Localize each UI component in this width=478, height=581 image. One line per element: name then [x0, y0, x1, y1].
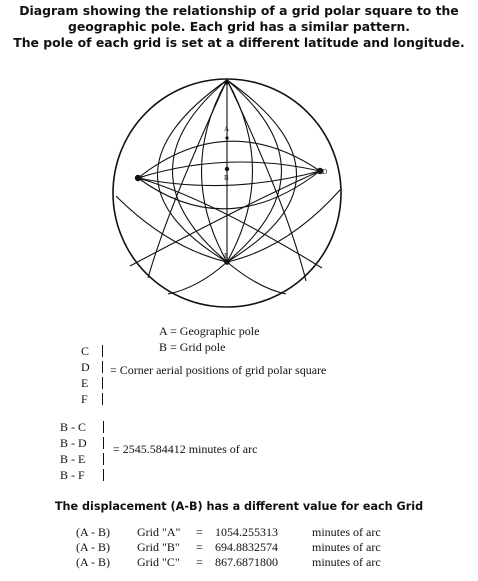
point-b: [225, 167, 229, 171]
grid-label: Grid "B": [137, 540, 180, 554]
distance-definition: = 2545.584412 minutes of arc: [113, 442, 258, 456]
point-e: [224, 259, 230, 265]
legend-b-definition: B = Grid pole: [159, 340, 226, 354]
latitude-arc-lower: [138, 171, 320, 209]
label-a: A: [224, 125, 230, 133]
displacement-row: [0, 541, 478, 555]
bracket-bar: [102, 345, 103, 357]
bracket-bar: [102, 361, 103, 373]
diagram-title-line-3: The pole of each grid is set at a different latitude and longitude.: [13, 35, 465, 50]
bracket-bar: [103, 437, 104, 449]
legend-a-definition: A = Geographic pole: [159, 324, 260, 338]
meridian-outer-right: [227, 80, 282, 262]
unit-label: minutes of arc: [312, 525, 381, 539]
label-b: B: [224, 174, 229, 182]
pair-label: (A - B): [76, 525, 110, 539]
displacement-heading: The displacement (A-B) has a different value for each Grid: [54, 500, 424, 513]
pair-label: (A - B): [76, 555, 110, 569]
displacement-value: 694.8832574: [215, 540, 278, 554]
bracket-bar: [102, 393, 103, 405]
corner-letter-c: C: [81, 344, 90, 358]
grid-label: Grid "C": [137, 555, 180, 569]
bracket-bar: [103, 469, 104, 481]
meridian-far-right: [227, 80, 297, 262]
diagram-title-line-2: geographic pole. Each grid has a similar pattern.: [68, 19, 410, 34]
displacement-value: 867.6871800: [215, 555, 278, 569]
bracket-bar: [102, 377, 103, 389]
displacement-value: 1054.255313: [215, 525, 278, 539]
grid-label: Grid "A": [137, 525, 181, 539]
label-d: D: [322, 168, 328, 176]
label-e: E: [224, 252, 229, 260]
distance-label-b-f: B - F: [60, 468, 85, 482]
arc-e-lower-left: [168, 262, 227, 294]
meridian-outer-left: [173, 80, 228, 262]
equals-sign: =: [196, 555, 203, 569]
unit-label: minutes of arc: [312, 540, 381, 554]
latitude-arc-top: [138, 141, 320, 178]
displacement-row: [0, 556, 478, 570]
equals-sign: =: [196, 525, 203, 539]
bracket-bar: [103, 453, 104, 465]
distance-label-b-d: B - D: [60, 436, 87, 450]
label-c: C: [224, 79, 229, 87]
distance-label-b-e: B - E: [60, 452, 86, 466]
arc-e-lower-right: [227, 262, 286, 294]
point-a: [225, 136, 228, 139]
corner-letter-f: F: [81, 392, 88, 406]
corner-definition: = Corner aerial positions of grid polar square: [110, 363, 327, 377]
displacement-row: [0, 526, 478, 540]
corner-letter-d: D: [81, 360, 90, 374]
distance-label-b-c: B - C: [60, 420, 87, 434]
globe-diagram: [108, 78, 348, 312]
equals-sign: =: [196, 540, 203, 554]
latitude-arc-upper: [138, 162, 320, 178]
label-f: F: [141, 175, 145, 183]
corner-letter-e: E: [81, 376, 89, 390]
meridian-far-left: [158, 80, 228, 262]
diagram-title-line-1: Diagram showing the relationship of a grid polar square to the: [19, 3, 459, 18]
bracket-bar: [103, 421, 104, 433]
pair-label: (A - B): [76, 540, 110, 554]
unit-label: minutes of arc: [312, 555, 381, 569]
